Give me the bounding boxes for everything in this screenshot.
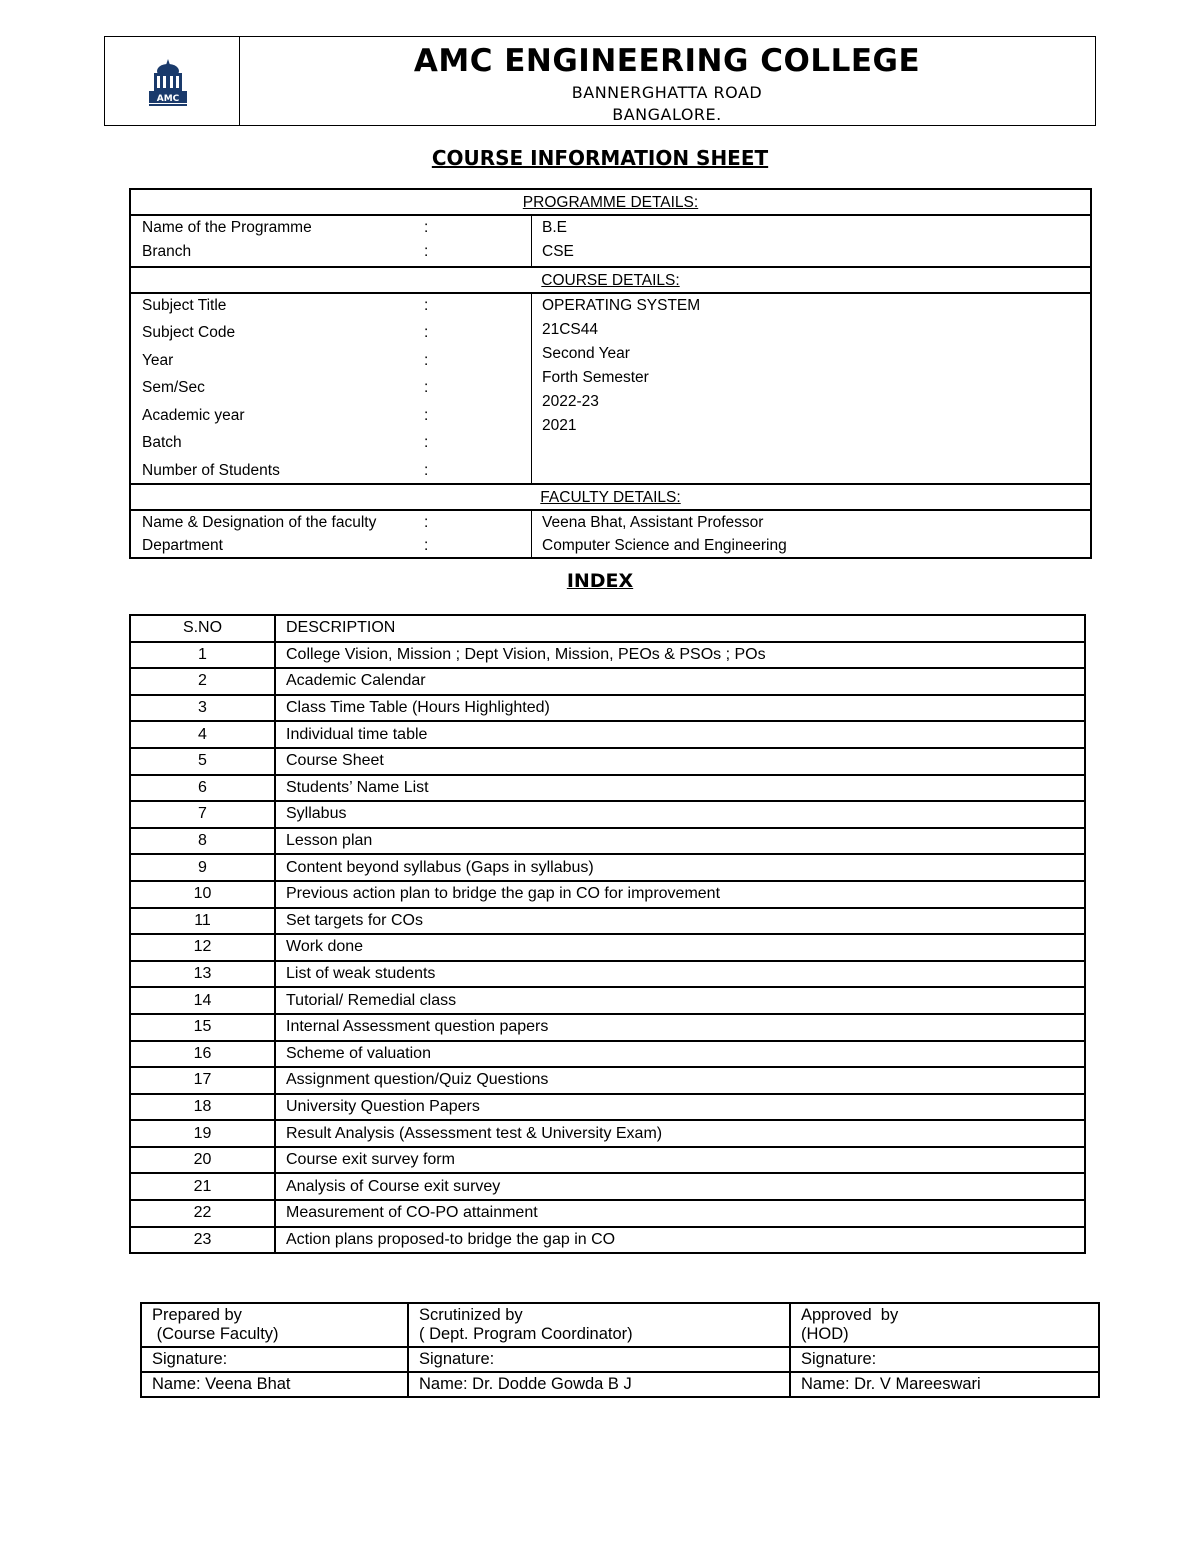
colon: :	[424, 407, 429, 424]
subject-title-label: Subject Title	[142, 297, 227, 314]
index-row	[130, 668, 1085, 695]
index-description: Previous action plan to bridge the gap in CO for improvement	[275, 881, 1085, 908]
index-row	[130, 854, 1085, 881]
index-title: INDEX	[566, 570, 634, 592]
index-row	[130, 775, 1085, 802]
year-label: Year	[142, 352, 174, 369]
index-description: Course Sheet	[275, 748, 1085, 775]
subject-title-value: OPERATING SYSTEM	[542, 297, 701, 314]
index-row	[130, 695, 1085, 722]
colon: :	[424, 243, 429, 260]
branch-value: CSE	[542, 243, 574, 260]
index-row	[130, 801, 1085, 828]
index-description: Content beyond syllabus (Gaps in syllabus)	[275, 854, 1085, 881]
scrutinized-by-role: ( Dept. Program Coordinator)	[419, 1325, 633, 1343]
index-row	[130, 987, 1085, 1014]
index-description: Course exit survey form	[275, 1147, 1085, 1174]
colon: :	[424, 352, 429, 369]
prepared-name: Name: Veena Bhat	[141, 1372, 408, 1397]
subject-code-value: 21CS44	[542, 321, 599, 338]
index-description: List of weak students	[275, 961, 1085, 988]
index-sno: 16	[130, 1041, 275, 1068]
college-name: AMC ENGINEERING COLLEGE	[413, 43, 921, 79]
index-description: University Question Papers	[275, 1094, 1085, 1121]
sheet-title: COURSE INFORMATION SHEET	[431, 146, 769, 170]
colon: :	[424, 379, 429, 396]
index-row	[130, 748, 1085, 775]
prepared-by-role: (Course Faculty)	[152, 1325, 279, 1343]
index-sno: 1	[130, 642, 275, 669]
index-sno: 8	[130, 828, 275, 855]
index-sno: 14	[130, 987, 275, 1014]
colon: :	[424, 297, 429, 314]
index-row	[130, 1067, 1085, 1094]
sno-header: S.NO	[130, 615, 275, 642]
index-table	[129, 614, 1086, 1254]
colon: :	[424, 324, 429, 341]
index-sno: 12	[130, 934, 275, 961]
index-sno: 21	[130, 1173, 275, 1200]
index-row	[130, 642, 1085, 669]
index-sno: 7	[130, 801, 275, 828]
index-description: Measurement of CO-PO attainment	[275, 1200, 1085, 1227]
index-row	[130, 881, 1085, 908]
index-description: Class Time Table (Hours Highlighted)	[275, 695, 1085, 722]
index-row	[130, 1200, 1085, 1227]
index-sno: 13	[130, 961, 275, 988]
branch-label: Branch	[142, 243, 192, 260]
index-sno: 17	[130, 1067, 275, 1094]
index-header-row	[130, 615, 1085, 642]
college-logo	[143, 57, 193, 109]
faculty-value: Veena Bhat, Assistant Professor	[542, 514, 764, 531]
scrutinized-name: Name: Dr. Dodde Gowda B J	[408, 1372, 790, 1397]
index-row	[130, 721, 1085, 748]
address-line2: BANGALORE.	[612, 105, 722, 124]
index-row	[130, 1147, 1085, 1174]
index-sno: 19	[130, 1120, 275, 1147]
index-description: College Vision, Mission ; Dept Vision, Mission, PEOs & PSOs ; POs	[275, 642, 1085, 669]
index-sno: 22	[130, 1200, 275, 1227]
department-label: Department	[142, 537, 223, 554]
colon: :	[424, 514, 429, 531]
logo-cell	[105, 37, 240, 125]
index-description: Academic Calendar	[275, 668, 1085, 695]
department-value: Computer Science and Engineering	[542, 537, 787, 554]
faculty-heading: FACULTY DETAILS:	[131, 485, 1090, 511]
approved-by-cell	[790, 1303, 1099, 1347]
index-description: Scheme of valuation	[275, 1041, 1085, 1068]
index-description: Assignment question/Quiz Questions	[275, 1067, 1085, 1094]
signature-names-row	[141, 1372, 1099, 1397]
index-sno: 2	[130, 668, 275, 695]
approved-by-title: Approved by	[801, 1306, 899, 1324]
signature-roles-row	[141, 1303, 1099, 1347]
programme-section	[131, 216, 1090, 268]
index-row	[130, 961, 1085, 988]
index-description: Syllabus	[275, 801, 1085, 828]
index-row	[130, 828, 1085, 855]
index-sno: 18	[130, 1094, 275, 1121]
index-description: Lesson plan	[275, 828, 1085, 855]
scrutinized-signature: Signature:	[408, 1347, 790, 1372]
index-sno: 6	[130, 775, 275, 802]
faculty-label: Name & Designation of the faculty	[142, 514, 377, 531]
scrutinized-by-title: Scrutinized by	[419, 1306, 523, 1324]
index-row	[130, 1173, 1085, 1200]
subject-code-label: Subject Code	[142, 324, 236, 341]
prepared-by-cell	[141, 1303, 408, 1347]
colon: :	[424, 434, 429, 451]
approved-by-role: (HOD)	[801, 1325, 849, 1343]
index-description: Action plans proposed-to bridge the gap in CO	[275, 1227, 1085, 1254]
index-description: Tutorial/ Remedial class	[275, 987, 1085, 1014]
index-row	[130, 1227, 1085, 1254]
faculty-section	[131, 511, 1090, 557]
academic-year-label: Academic year	[142, 407, 245, 424]
scrutinized-by-cell	[408, 1303, 790, 1347]
index-description: Internal Assessment question papers	[275, 1014, 1085, 1041]
programme-value: B.E	[542, 219, 567, 236]
index-description: Analysis of Course exit survey	[275, 1173, 1085, 1200]
index-description: Result Analysis (Assessment test & University Exam)	[275, 1120, 1085, 1147]
batch-value: 2021	[542, 417, 577, 434]
programme-label: Name of the Programme	[142, 219, 312, 236]
svg-text:AMC: AMC	[156, 94, 180, 104]
index-row	[130, 1014, 1085, 1041]
college-header	[104, 36, 1096, 126]
year-value: Second Year	[542, 345, 630, 362]
index-row	[130, 934, 1085, 961]
approved-signature: Signature:	[790, 1347, 1099, 1372]
index-row	[130, 908, 1085, 935]
colon: :	[424, 219, 429, 236]
academic-year-value: 2022-23	[542, 393, 599, 410]
index-description: Work done	[275, 934, 1085, 961]
prepared-by-title: Prepared by	[152, 1306, 242, 1324]
index-sno: 23	[130, 1227, 275, 1254]
index-row	[130, 1120, 1085, 1147]
prepared-signature: Signature:	[141, 1347, 408, 1372]
batch-label: Batch	[142, 434, 182, 451]
index-row	[130, 1094, 1085, 1121]
colon: :	[424, 462, 429, 479]
address-line1: BANNERGHATTA ROAD	[571, 83, 763, 102]
sem-value: Forth Semester	[542, 369, 649, 386]
index-sno: 3	[130, 695, 275, 722]
course-section	[131, 294, 1090, 485]
course-heading: COURSE DETAILS:	[131, 268, 1090, 294]
index-sno: 11	[130, 908, 275, 935]
approved-name: Name: Dr. V Mareeswari	[790, 1372, 1099, 1397]
index-description: Students’ Name List	[275, 775, 1085, 802]
index-sno: 4	[130, 721, 275, 748]
index-sno: 15	[130, 1014, 275, 1041]
index-description: Set targets for COs	[275, 908, 1085, 935]
details-block	[129, 188, 1092, 559]
colon: :	[424, 537, 429, 554]
signature-row	[141, 1347, 1099, 1372]
index-row	[130, 1041, 1085, 1068]
index-sno: 5	[130, 748, 275, 775]
index-description: Individual time table	[275, 721, 1085, 748]
index-sno: 10	[130, 881, 275, 908]
number-of-students-label: Number of Students	[142, 462, 280, 479]
signature-table	[140, 1302, 1100, 1398]
index-sno: 9	[130, 854, 275, 881]
sem-sec-label: Sem/Sec	[142, 379, 205, 396]
description-header: DESCRIPTION	[275, 615, 1085, 642]
index-sno: 20	[130, 1147, 275, 1174]
programme-heading: PROGRAMME DETAILS:	[131, 190, 1090, 216]
